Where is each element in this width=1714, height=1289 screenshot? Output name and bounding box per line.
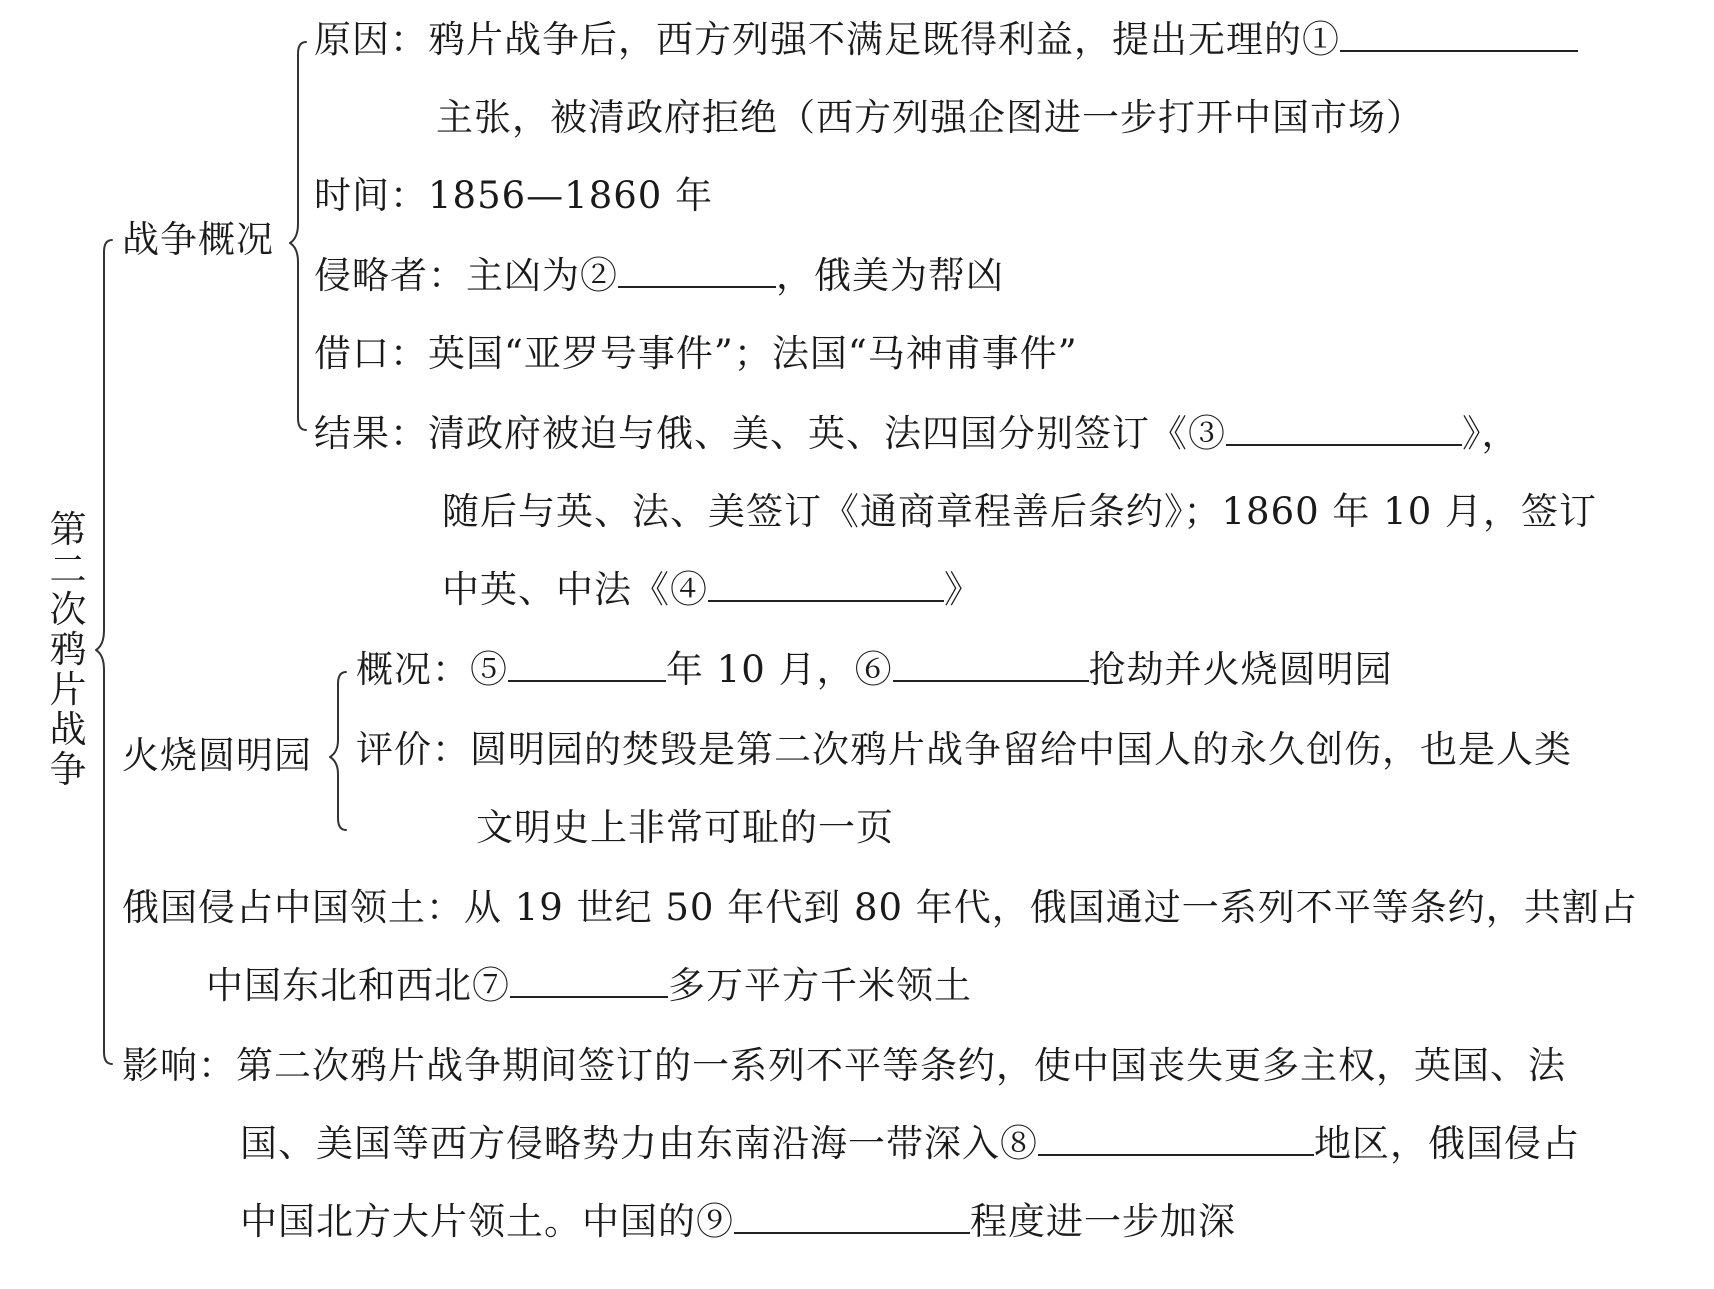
blank-3[interactable] [1226, 414, 1462, 446]
russia-occupation-line-1: 俄国侵占中国领土：从 19 世纪 50 年代到 80 年代，俄国通过一系列不平等条约，共割占 [122, 886, 1638, 929]
main-brace [96, 240, 112, 1064]
reason-line-1: 原因：鸦片战争后，西方列强不满足既得利益，提出无理的① [314, 18, 1578, 62]
blank-5[interactable] [508, 650, 666, 682]
section-label-war-overview: 战争概况 [122, 218, 274, 261]
blank-7[interactable] [510, 966, 668, 998]
blank-4[interactable] [708, 570, 944, 602]
pretext-line: 借口：英国“亚罗号事件”；法国“马神甫事件” [314, 332, 1078, 375]
main-title: 第二次鸦片战争 [49, 508, 87, 791]
impact-line-2: 国、美国等西方侵略势力由东南沿海一带深入⑧ 地区，俄国侵占 [240, 1122, 1580, 1165]
overview-brace [290, 42, 306, 430]
impact-line-1: 影响：第二次鸦片战争期间签订的一系列不平等条约，使中国丧失更多主权，英国、法 [122, 1044, 1566, 1087]
blank-1[interactable] [1340, 20, 1578, 52]
section-label-yuanmingyuan: 火烧圆明园 [122, 734, 312, 777]
result-line-3: 中英、中法《④ 》 [442, 568, 982, 611]
blank-6[interactable] [893, 650, 1089, 682]
aggressor-line: 侵略者：主凶为② ，俄美为帮凶 [314, 254, 1004, 297]
blank-2[interactable] [618, 256, 776, 288]
russia-occupation-line-2: 中国东北和西北⑦ 多万平方千米领土 [206, 964, 972, 1007]
blank-9[interactable] [734, 1202, 970, 1234]
time-line: 时间：1856—1860 年 [314, 174, 714, 217]
impact-line-3: 中国北方大片领土。中国的⑨ 程度进一步加深 [240, 1200, 1236, 1243]
result-line-2: 随后与英、法、美签订《通商章程善后条约》；1860 年 10 月，签订 [442, 490, 1598, 533]
yuanmingyuan-eval-line-2: 文明史上非常可耻的一页 [476, 806, 894, 849]
yuanmingyuan-eval-line-1: 评价：圆明园的焚毁是第二次鸦片战争留给中国人的永久创伤，也是人类 [356, 728, 1572, 771]
blank-8[interactable] [1038, 1124, 1314, 1156]
reason-line-2: 主张，被清政府拒绝（西方列强企图进一步打开中国市场） [436, 96, 1424, 139]
yuanmingyuan-brace [330, 672, 346, 830]
result-line-1: 结果：清政府被迫与俄、美、英、法四国分别签订《③ 》， [314, 412, 1520, 455]
yuanmingyuan-overview-line: 概况：⑤ 年 10 月，⑥ 抢劫并火烧圆明园 [356, 648, 1393, 691]
